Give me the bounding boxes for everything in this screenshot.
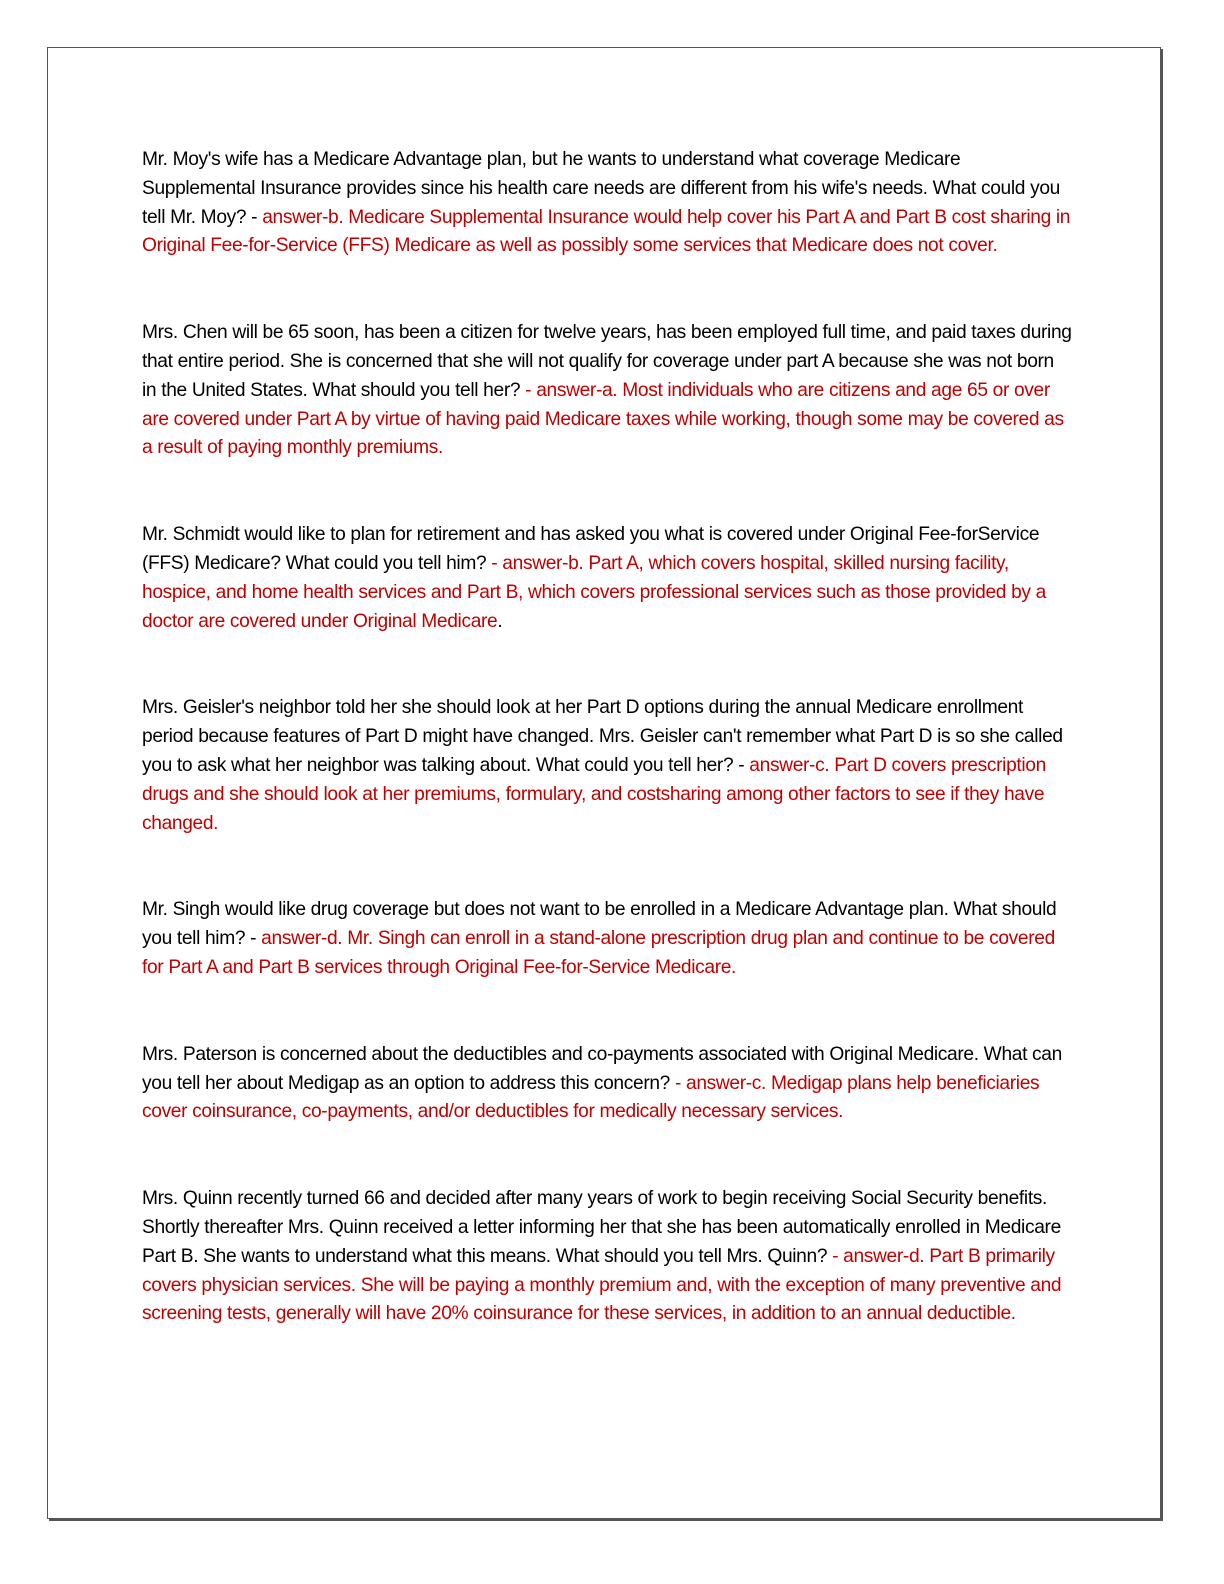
answer-text: - answer-c. Medigap plans help beneficiaries cover coinsurance, co-payments, and/or deductibles for medically necessary services. — [142, 1072, 1040, 1123]
answer-tail: . — [497, 610, 503, 632]
qa-entry — [142, 1185, 1072, 1329]
qa-entry — [142, 896, 1072, 982]
question-text: Mrs. Paterson is concerned about the deductibles and co-payments associated with Original Medicare. What can you tell her about Medigap as an option to address this concern? — [142, 1043, 1062, 1094]
qa-entry — [142, 1041, 1072, 1127]
question-text: Mr. Schmidt would like to plan for retirement and has asked you what is covered under Original Fee-forService (FFS) Medicare? What could you tell him? — [142, 524, 1040, 574]
qa-entry — [142, 319, 1072, 463]
qa-entry — [142, 521, 1072, 636]
answer-text: answer-b. Medicare Supplemental Insurance would help cover his Part A and Part B cost sharing in Original Fee-for-Service (FFS) Medicare as well as possibly some services that Medicare does not cover. — [142, 206, 1071, 257]
question-text: Mr. Singh would like drug coverage but does not want to be enrolled in a Medicare Advantage plan. What should you tell him? - — [142, 899, 1057, 950]
qa-entry — [142, 146, 1072, 261]
question-text: Mrs. Quinn recently turned 66 and decided after many years of work to begin receiving Social Security benefits. Shortly thereafter Mrs. Quinn received a letter informing her that she has been automatically enrolled in Medicare Part B. She wants to understand what this means. What should you tell Mrs. Quinn? — [142, 1188, 1061, 1267]
answer-text: answer-c. Part D covers prescription drugs and she should look at her premiums, formulary, and costsharing among other factors to see if they have changed. — [142, 754, 1046, 834]
answer-text: - answer-d. Part B primarily covers physician services. She will be paying a monthly premium and, with the exception of many preventive and screening tests, generally will have 20% coinsurance for these services, in addition to an annual deductible. — [142, 1245, 1062, 1325]
answer-text: - answer-b. Part A, which covers hospital, skilled nursing facility, hospice, and home health services and Part B, which covers professional services such as those provided by a doctor are covered under Original Medicare — [142, 552, 1046, 632]
qa-entry — [142, 694, 1072, 838]
answer-text: answer-d. Mr. Singh can enroll in a stand-alone prescription drug plan and continue to be covered for Part A and Part B services through Original Fee-for-Service Medicare. — [142, 928, 1055, 978]
answer-text: - answer-a. Most individuals who are citizens and age 65 or over are covered under Part A by virtue of having paid Medicare taxes while working, though some may be covered as a result of paying monthly premiums. — [142, 379, 1064, 459]
document-body — [142, 146, 1072, 1329]
question-text: Mrs. Geisler's neighbor told her she should look at her Part D options during the annual Medicare enrollment period because features of Part D might have changed. Mrs. Geisler can't remember what Part D is so she called you to ask what her neighbor was talking about. What could you tell her? - — [142, 697, 1063, 776]
question-text: Mrs. Chen will be 65 soon, has been a citizen for twelve years, has been employed full time, and paid taxes during that entire period. She is concerned that she will not qualify for coverage under part A because she was not born in the United States. What should you tell her? — [142, 322, 1072, 401]
question-text: Mr. Moy's wife has a Medicare Advantage plan, but he wants to understand what coverage Medicare Supplemental Insurance provides since his health care needs are different from his wife's needs. What could you tell Mr. Moy? - — [142, 149, 1060, 228]
